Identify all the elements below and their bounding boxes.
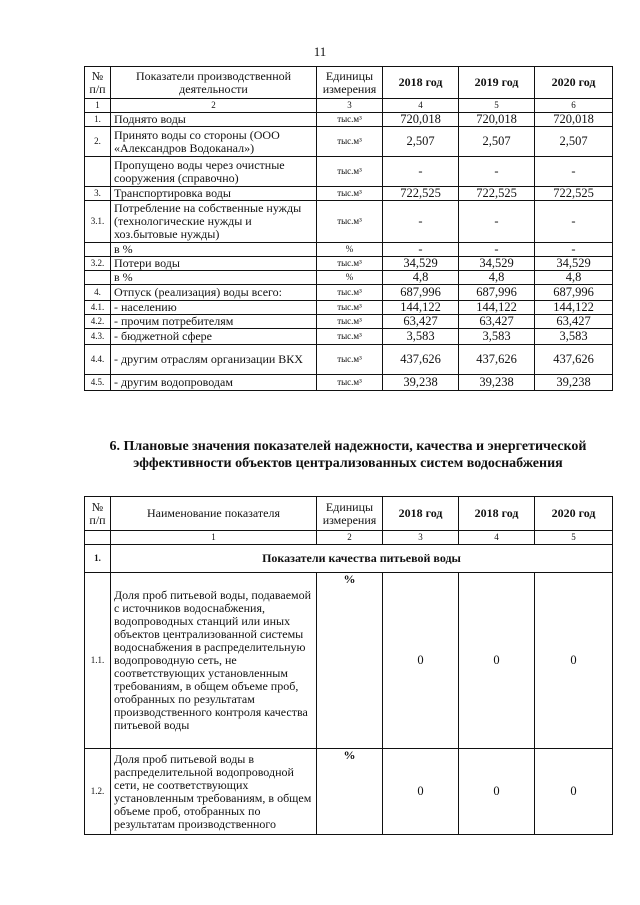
unit-cell: % (317, 749, 383, 835)
value-2018: 722,525 (383, 187, 459, 201)
value-2018-b: 0 (459, 573, 535, 749)
row-number: 2. (85, 127, 111, 157)
unit-cell: тыс.м³ (317, 345, 383, 375)
reliability-indicators-table (84, 496, 613, 835)
table-row (85, 157, 613, 187)
index-cell: 4 (383, 99, 459, 113)
index-cell: 1 (85, 99, 111, 113)
indicator-name: Поднято воды (111, 113, 317, 127)
table-row (85, 271, 613, 285)
header-cell: 2020 год (535, 497, 613, 531)
value-2020: 437,626 (535, 345, 613, 375)
table-row (85, 749, 613, 835)
indicator-name: Доля проб питьевой воды в распределительной водопроводной сети, не соответствующих установленным требованиям, в общем объеме проб, отобранных по результатам производственного (111, 749, 317, 835)
table-row (85, 257, 613, 271)
unit-cell: % (317, 573, 383, 749)
value-2020: - (535, 157, 613, 187)
unit-cell: тыс.м³ (317, 113, 383, 127)
value-2018: 437,626 (383, 345, 459, 375)
section-6-title: 6. Плановые значения показателей надежности, качества и энергетической эффективности объектов централизованных систем водоснабжения (109, 439, 587, 471)
row-number: 3. (85, 187, 111, 201)
row-number: 1. (85, 113, 111, 127)
value-2019: - (459, 201, 535, 243)
unit-cell: тыс.м³ (317, 187, 383, 201)
unit-cell: тыс.м³ (317, 201, 383, 243)
header-cell: № п/п (85, 67, 111, 99)
table-header-row (85, 67, 613, 99)
indicator-name: Транспортировка воды (111, 187, 317, 201)
production-indicators-table (84, 66, 613, 391)
indicator-name: - другим водопроводам (111, 375, 317, 391)
value-2019: 34,529 (459, 257, 535, 271)
index-cell: 1 (111, 531, 317, 545)
unit-cell: тыс.м³ (317, 127, 383, 157)
value-2020: 722,525 (535, 187, 613, 201)
indicator-name: Принято воды со стороны (ООО «Александров Водоканал») (111, 127, 317, 157)
value-2019: 720,018 (459, 113, 535, 127)
header-cell: 2018 год (383, 497, 459, 531)
unit-cell: тыс.м³ (317, 257, 383, 271)
indicator-name: - другим отраслям организации ВКХ (111, 345, 317, 375)
value-2018: - (383, 243, 459, 257)
header-cell: Показатели производственной деятельности (111, 67, 317, 99)
value-2018-b: 0 (459, 749, 535, 835)
header-cell: Единицы измерения (317, 67, 383, 99)
value-2019: 2,507 (459, 127, 535, 157)
header-cell: 2018 год (459, 497, 535, 531)
index-cell: 2 (317, 531, 383, 545)
unit-cell: тыс.м³ (317, 157, 383, 187)
value-2019: 3,583 (459, 329, 535, 345)
indicator-name: - бюджетной сфере (111, 329, 317, 345)
table-row (85, 301, 613, 315)
header-cell: 2020 год (535, 67, 613, 99)
table-row (85, 329, 613, 345)
index-cell: 5 (535, 531, 613, 545)
index-cell: 3 (383, 531, 459, 545)
index-cell-empty (85, 531, 111, 545)
value-2019: 687,996 (459, 285, 535, 301)
unit-cell: % (317, 271, 383, 285)
unit-cell: % (317, 243, 383, 257)
index-cell: 3 (317, 99, 383, 113)
indicator-name: в % (111, 271, 317, 285)
row-number: 3.2. (85, 257, 111, 271)
value-2020: 4,8 (535, 271, 613, 285)
row-number: 4.2. (85, 315, 111, 329)
value-2020: 39,238 (535, 375, 613, 391)
index-row (85, 531, 613, 545)
value-2018: 0 (383, 749, 459, 835)
value-2019: 144,122 (459, 301, 535, 315)
header-cell: № п/п (85, 497, 111, 531)
indicator-name: Доля проб питьевой воды, подаваемой с источников водоснабжения, водопроводных станций или иных объектов централизованной системы водоснабжения в распределительную водопроводную сеть, не соответствующих установленным требованиям, в общем объеме проб, отобранных по результатам производственного контроля качества питьевой воды (111, 573, 317, 749)
indicator-name: Потребление на собственные нужды (технологические нужды и хоз.бытовые нужды) (111, 201, 317, 243)
unit-cell: тыс.м³ (317, 375, 383, 391)
table-row (85, 187, 613, 201)
group-title: Показатели качества питьевой воды (111, 545, 613, 573)
row-number: 1.1. (85, 573, 111, 749)
indicator-name: Пропущено воды через очистные сооружения (справочно) (111, 157, 317, 187)
value-2018: 144,122 (383, 301, 459, 315)
indicator-name: - населению (111, 301, 317, 315)
row-number (85, 271, 111, 285)
value-2019: 63,427 (459, 315, 535, 329)
row-number: 4.1. (85, 301, 111, 315)
table-row (85, 113, 613, 127)
value-2018: - (383, 157, 459, 187)
page-number: 11 (313, 44, 327, 59)
indicator-name: Потери воды (111, 257, 317, 271)
unit-cell: тыс.м³ (317, 329, 383, 345)
row-number: 4.4. (85, 345, 111, 375)
index-cell: 5 (459, 99, 535, 113)
value-2019: 437,626 (459, 345, 535, 375)
value-2018: 34,529 (383, 257, 459, 271)
row-number: 4. (85, 285, 111, 301)
unit-cell: тыс.м³ (317, 315, 383, 329)
table-header-row (85, 497, 613, 531)
value-2020: 2,507 (535, 127, 613, 157)
table-row (85, 285, 613, 301)
value-2018: 63,427 (383, 315, 459, 329)
row-number: 1.2. (85, 749, 111, 835)
index-cell: 4 (459, 531, 535, 545)
value-2018: 2,507 (383, 127, 459, 157)
table-row (85, 315, 613, 329)
value-2019: 39,238 (459, 375, 535, 391)
header-cell: Наименование показателя (111, 497, 317, 531)
row-number: 3.1. (85, 201, 111, 243)
table-row (85, 375, 613, 391)
group-row (85, 545, 613, 573)
value-2018: 3,583 (383, 329, 459, 345)
value-2018: 4,8 (383, 271, 459, 285)
value-2020: 0 (535, 749, 613, 835)
index-row (85, 99, 613, 113)
row-number: 4.5. (85, 375, 111, 391)
value-2020: 144,122 (535, 301, 613, 315)
value-2020: - (535, 201, 613, 243)
header-cell: 2018 год (383, 67, 459, 99)
value-2020: 720,018 (535, 113, 613, 127)
index-cell: 6 (535, 99, 613, 113)
value-2019: - (459, 157, 535, 187)
table-row (85, 127, 613, 157)
reliability-indicators-body (85, 573, 613, 835)
row-number: 4.3. (85, 329, 111, 345)
header-cell: 2019 год (459, 67, 535, 99)
table-row (85, 201, 613, 243)
table-row (85, 243, 613, 257)
value-2020: 34,529 (535, 257, 613, 271)
value-2018: 39,238 (383, 375, 459, 391)
value-2020: 3,583 (535, 329, 613, 345)
table-row (85, 345, 613, 375)
value-2018: 687,996 (383, 285, 459, 301)
value-2018: 0 (383, 573, 459, 749)
value-2020: 687,996 (535, 285, 613, 301)
value-2019: 4,8 (459, 271, 535, 285)
value-2018: - (383, 201, 459, 243)
unit-cell: тыс.м³ (317, 285, 383, 301)
value-2020: - (535, 243, 613, 257)
production-indicators-body (85, 113, 613, 391)
value-2019: 722,525 (459, 187, 535, 201)
value-2020: 0 (535, 573, 613, 749)
table-row (85, 573, 613, 749)
value-2020: 63,427 (535, 315, 613, 329)
index-cell: 2 (111, 99, 317, 113)
indicator-name: в % (111, 243, 317, 257)
row-number (85, 243, 111, 257)
unit-cell: тыс.м³ (317, 301, 383, 315)
value-2018: 720,018 (383, 113, 459, 127)
indicator-name: - прочим потребителям (111, 315, 317, 329)
group-number: 1. (85, 545, 111, 573)
indicator-name: Отпуск (реализация) воды всего: (111, 285, 317, 301)
header-cell: Единицы измерения (317, 497, 383, 531)
value-2019: - (459, 243, 535, 257)
row-number (85, 157, 111, 187)
